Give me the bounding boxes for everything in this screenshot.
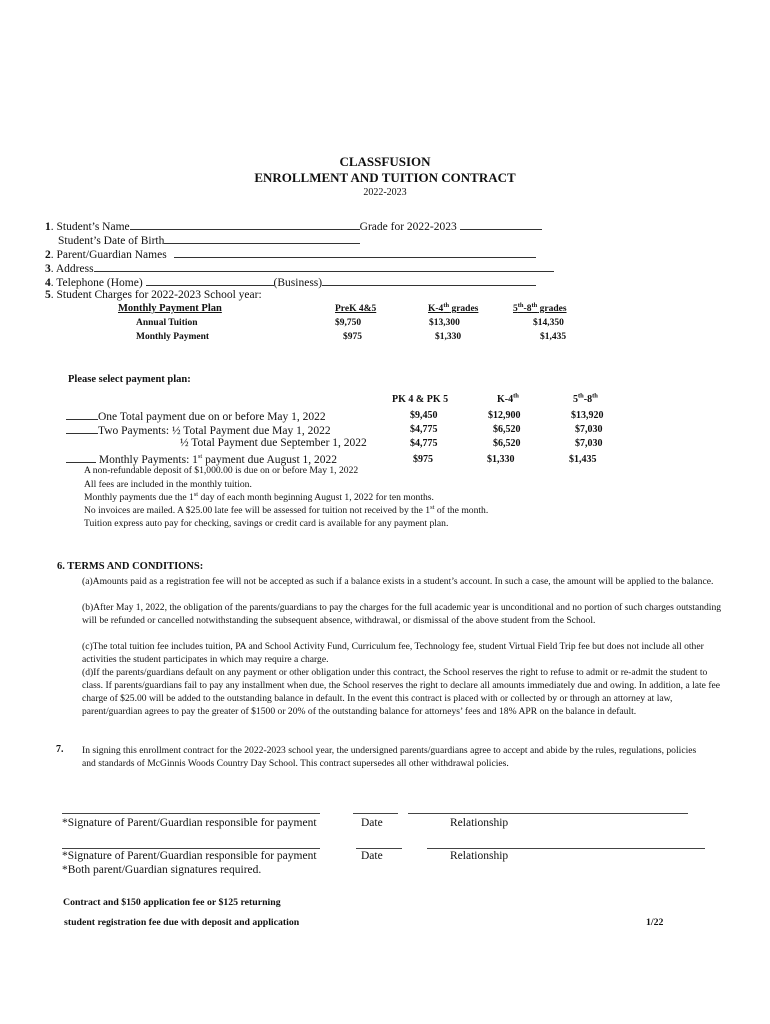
charges-cell: $13,300: [429, 318, 460, 328]
col-text: grades: [449, 304, 479, 314]
col-text: 5: [573, 394, 578, 405]
signature-line-2[interactable]: [62, 848, 320, 849]
date-label-2: Date: [361, 850, 383, 862]
note-deposit: A non-refundable deposit of $1,000.00 is due on or before May 1, 2022: [84, 465, 359, 476]
grade-input[interactable]: [460, 219, 542, 230]
school-year: 2022-2023: [363, 187, 407, 198]
plan-col-k4: [497, 394, 519, 405]
charges-col-58: [513, 301, 567, 314]
plan-option-two-payments[interactable]: [66, 423, 331, 437]
charges-cell: $1,435: [540, 332, 567, 342]
col-text: K-4: [428, 304, 444, 314]
dob-label: Student’s Date of Birth: [58, 235, 165, 247]
relationship-line-1[interactable]: [408, 813, 688, 814]
plan-cell: $6,520: [493, 424, 521, 435]
plan-option-monthly[interactable]: [66, 452, 337, 466]
plan-option-label: Two Payments: ½ Total Payment due May 1, 2022: [98, 425, 331, 437]
note-text: Monthly payments due the 1: [84, 492, 194, 503]
footer-fee-line-1: Contract and $150 application fee or $125 returning: [63, 897, 281, 908]
charges-cell: $9,750: [335, 318, 362, 328]
col-sup: th: [513, 392, 519, 400]
note-text: No invoices are mailed. A $25.00 late fee will be assessed for tuition not received by the 1: [84, 505, 431, 516]
relationship-label-1: Relationship: [450, 817, 509, 829]
plan-checkbox-line[interactable]: [66, 409, 98, 420]
parent-names-input[interactable]: [174, 247, 536, 258]
dob-input[interactable]: [164, 233, 360, 244]
col-sup: th: [578, 392, 584, 400]
charges-cell: $14,350: [533, 318, 564, 328]
charges-col-k4: [428, 301, 479, 314]
charges-col-prek: PreK 4&5: [335, 304, 377, 314]
phone-business-input[interactable]: [322, 275, 536, 286]
field-charges: [45, 289, 262, 301]
field-number: 1: [45, 221, 51, 233]
plan-cell: $13,920: [571, 410, 604, 421]
col-sup: th: [443, 301, 450, 309]
note-sup: st: [430, 503, 435, 511]
charges-cell: $975: [343, 332, 362, 342]
plan-cell: $1,330: [487, 454, 515, 465]
note-fees: All fees are included in the monthly tuition.: [84, 479, 252, 490]
col-text: K-4: [497, 394, 514, 405]
plan-option-label: Monthly Payments: 1: [98, 454, 198, 466]
date-line-2[interactable]: [356, 848, 402, 849]
plan-cell: $975: [413, 454, 433, 465]
plan-col-pk: PK 4 & PK 5: [392, 394, 449, 405]
document-subtitle: ENROLLMENT AND TUITION CONTRACT: [254, 170, 516, 185]
terms-c: (c)The total tuition fee includes tuition, PA and School Activity Fund, Curriculum fee, Technology fee, student Virtual Field Trip fee but does not include all other activities the student participates in which may require a charge.: [82, 641, 704, 665]
plan-cell: $1,435: [569, 454, 597, 465]
date-line-1[interactable]: [353, 813, 398, 814]
field-telephone: [45, 275, 536, 289]
plan-checkbox-line[interactable]: [66, 423, 98, 434]
note-text: of the month.: [434, 505, 489, 516]
note-text: day of each month beginning August 1, 2022 for ten months.: [198, 492, 434, 503]
relationship-line-2[interactable]: [427, 848, 705, 849]
plan-heading: Please select payment plan:: [68, 374, 191, 385]
plan-cell: $4,775: [410, 438, 438, 449]
plan-option-label: One Total payment due on or before May 1, 2022: [98, 411, 326, 423]
charges-label: . Student Charges for 2022-2023 School year:: [50, 289, 262, 301]
note-sup: st: [193, 490, 199, 498]
phone-home-label: . Telephone (Home): [50, 277, 143, 289]
charges-cell: $1,330: [435, 332, 462, 342]
plan-checkbox-line[interactable]: [66, 452, 96, 463]
address-label: . Address: [50, 263, 94, 275]
terms-b: (b)After May 1, 2022, the obligation of the parents/guardians to pay the charges for the full academic year is unconditional and no portion of such charges outstanding will be refunded or cancelled notwithstanding the subsequent absence, withdrawal, or dismissal of the above student from the School.: [82, 602, 722, 626]
student-name-input[interactable]: [130, 219, 360, 230]
plan-cell: $9,450: [410, 410, 438, 421]
item7-text: In signing this enrollment contract for the 2022-2023 school year, the undersigned parents/guardians agree to accept and abide by the rules, regulations, policies and standards of McGinnis Woods Country Day School. This contract supersedes all other withdrawal policies.: [82, 745, 697, 769]
col-text: grades: [537, 304, 567, 314]
field-number: 2: [45, 249, 51, 261]
phone-home-input[interactable]: [146, 275, 274, 286]
terms-d: (d)If the parents/guardians default on any payment or other obligation under this contract, the School reserves the right to refuse to admit or re-admit the student to class. If parents/guardians fail to pay any installment when due, the School reserves the right to declare all amounts immediately due and owing. In addition, a late fee charge of $25.00 will be added to the outstanding balance in default. In the event this contract is placed with or collected by or through an attorney at law, parent/guardian agrees to pay the greater of $1500 or 20% of the outstanding balance for attorneys’ fees and 18% APR on the balance in default.: [82, 667, 721, 717]
field-parent-names: [45, 247, 536, 261]
note-autopay: Tuition express auto pay for checking, savings or credit card is available for any payment plan.: [84, 518, 449, 529]
field-number: 5: [45, 289, 51, 301]
relationship-label-2: Relationship: [450, 850, 509, 862]
terms-a: (a)Amounts paid as a registration fee will not be accepted as such if a balance exists in a student’s account. In such a case, the amount will be applied to the balance.: [82, 576, 714, 587]
plan-option-sup: st: [197, 453, 203, 461]
plan-option-label: payment due August 1, 2022: [202, 454, 338, 466]
student-name-label: . Student’s Name: [50, 221, 130, 233]
field-address: [45, 261, 554, 275]
col-text: 5: [513, 304, 518, 314]
col-text: -8: [583, 394, 593, 405]
plan-option-second-half: ½ Total Payment due September 1, 2022: [180, 437, 367, 449]
phone-business-label: (Business): [273, 277, 323, 289]
signature-line-1[interactable]: [62, 813, 320, 814]
field-student-name: [45, 219, 542, 233]
plan-cell: $6,520: [493, 438, 521, 449]
col-sup: th: [531, 301, 538, 309]
col-sup: th: [517, 301, 524, 309]
field-dob: [58, 233, 360, 247]
plan-option-one-payment[interactable]: [66, 409, 326, 423]
signature-label-2: *Signature of Parent/Guardian responsible for payment: [62, 850, 317, 862]
footer-fee-line-2: student registration fee due with deposit and application: [64, 917, 300, 928]
plan-cell: $7,030: [575, 424, 603, 435]
item7-number: 7.: [56, 744, 64, 755]
field-number: 4: [45, 277, 51, 289]
field-number: 3: [45, 263, 51, 275]
charges-row-label: Monthly Payment: [136, 332, 210, 342]
plan-col-58: [573, 394, 598, 405]
plan-cell: $4,775: [410, 424, 438, 435]
grade-label: Grade for 2022-2023: [359, 221, 457, 233]
plan-cell: $7,030: [575, 438, 603, 449]
both-signatures-note: *Both parent/Guardian signatures required.: [62, 864, 262, 876]
note-monthly: [84, 492, 434, 503]
date-label-1: Date: [361, 817, 383, 829]
col-sup: th: [592, 392, 598, 400]
terms-heading: 6. TERMS AND CONDITIONS:: [57, 561, 204, 572]
address-input[interactable]: [94, 261, 554, 272]
document-title: CLASSFUSION: [339, 154, 431, 169]
col-text: -8: [523, 304, 532, 314]
charges-col-plan: Monthly Payment Plan: [118, 303, 222, 314]
parent-names-label: . Parent/Guardian Names: [50, 249, 167, 261]
signature-label-1: *Signature of Parent/Guardian responsible for payment: [62, 817, 317, 829]
note-invoices: [84, 505, 488, 516]
plan-cell: $12,900: [488, 410, 521, 421]
page-number: 1/22: [646, 917, 664, 928]
charges-row-label: Annual Tuition: [136, 318, 198, 328]
